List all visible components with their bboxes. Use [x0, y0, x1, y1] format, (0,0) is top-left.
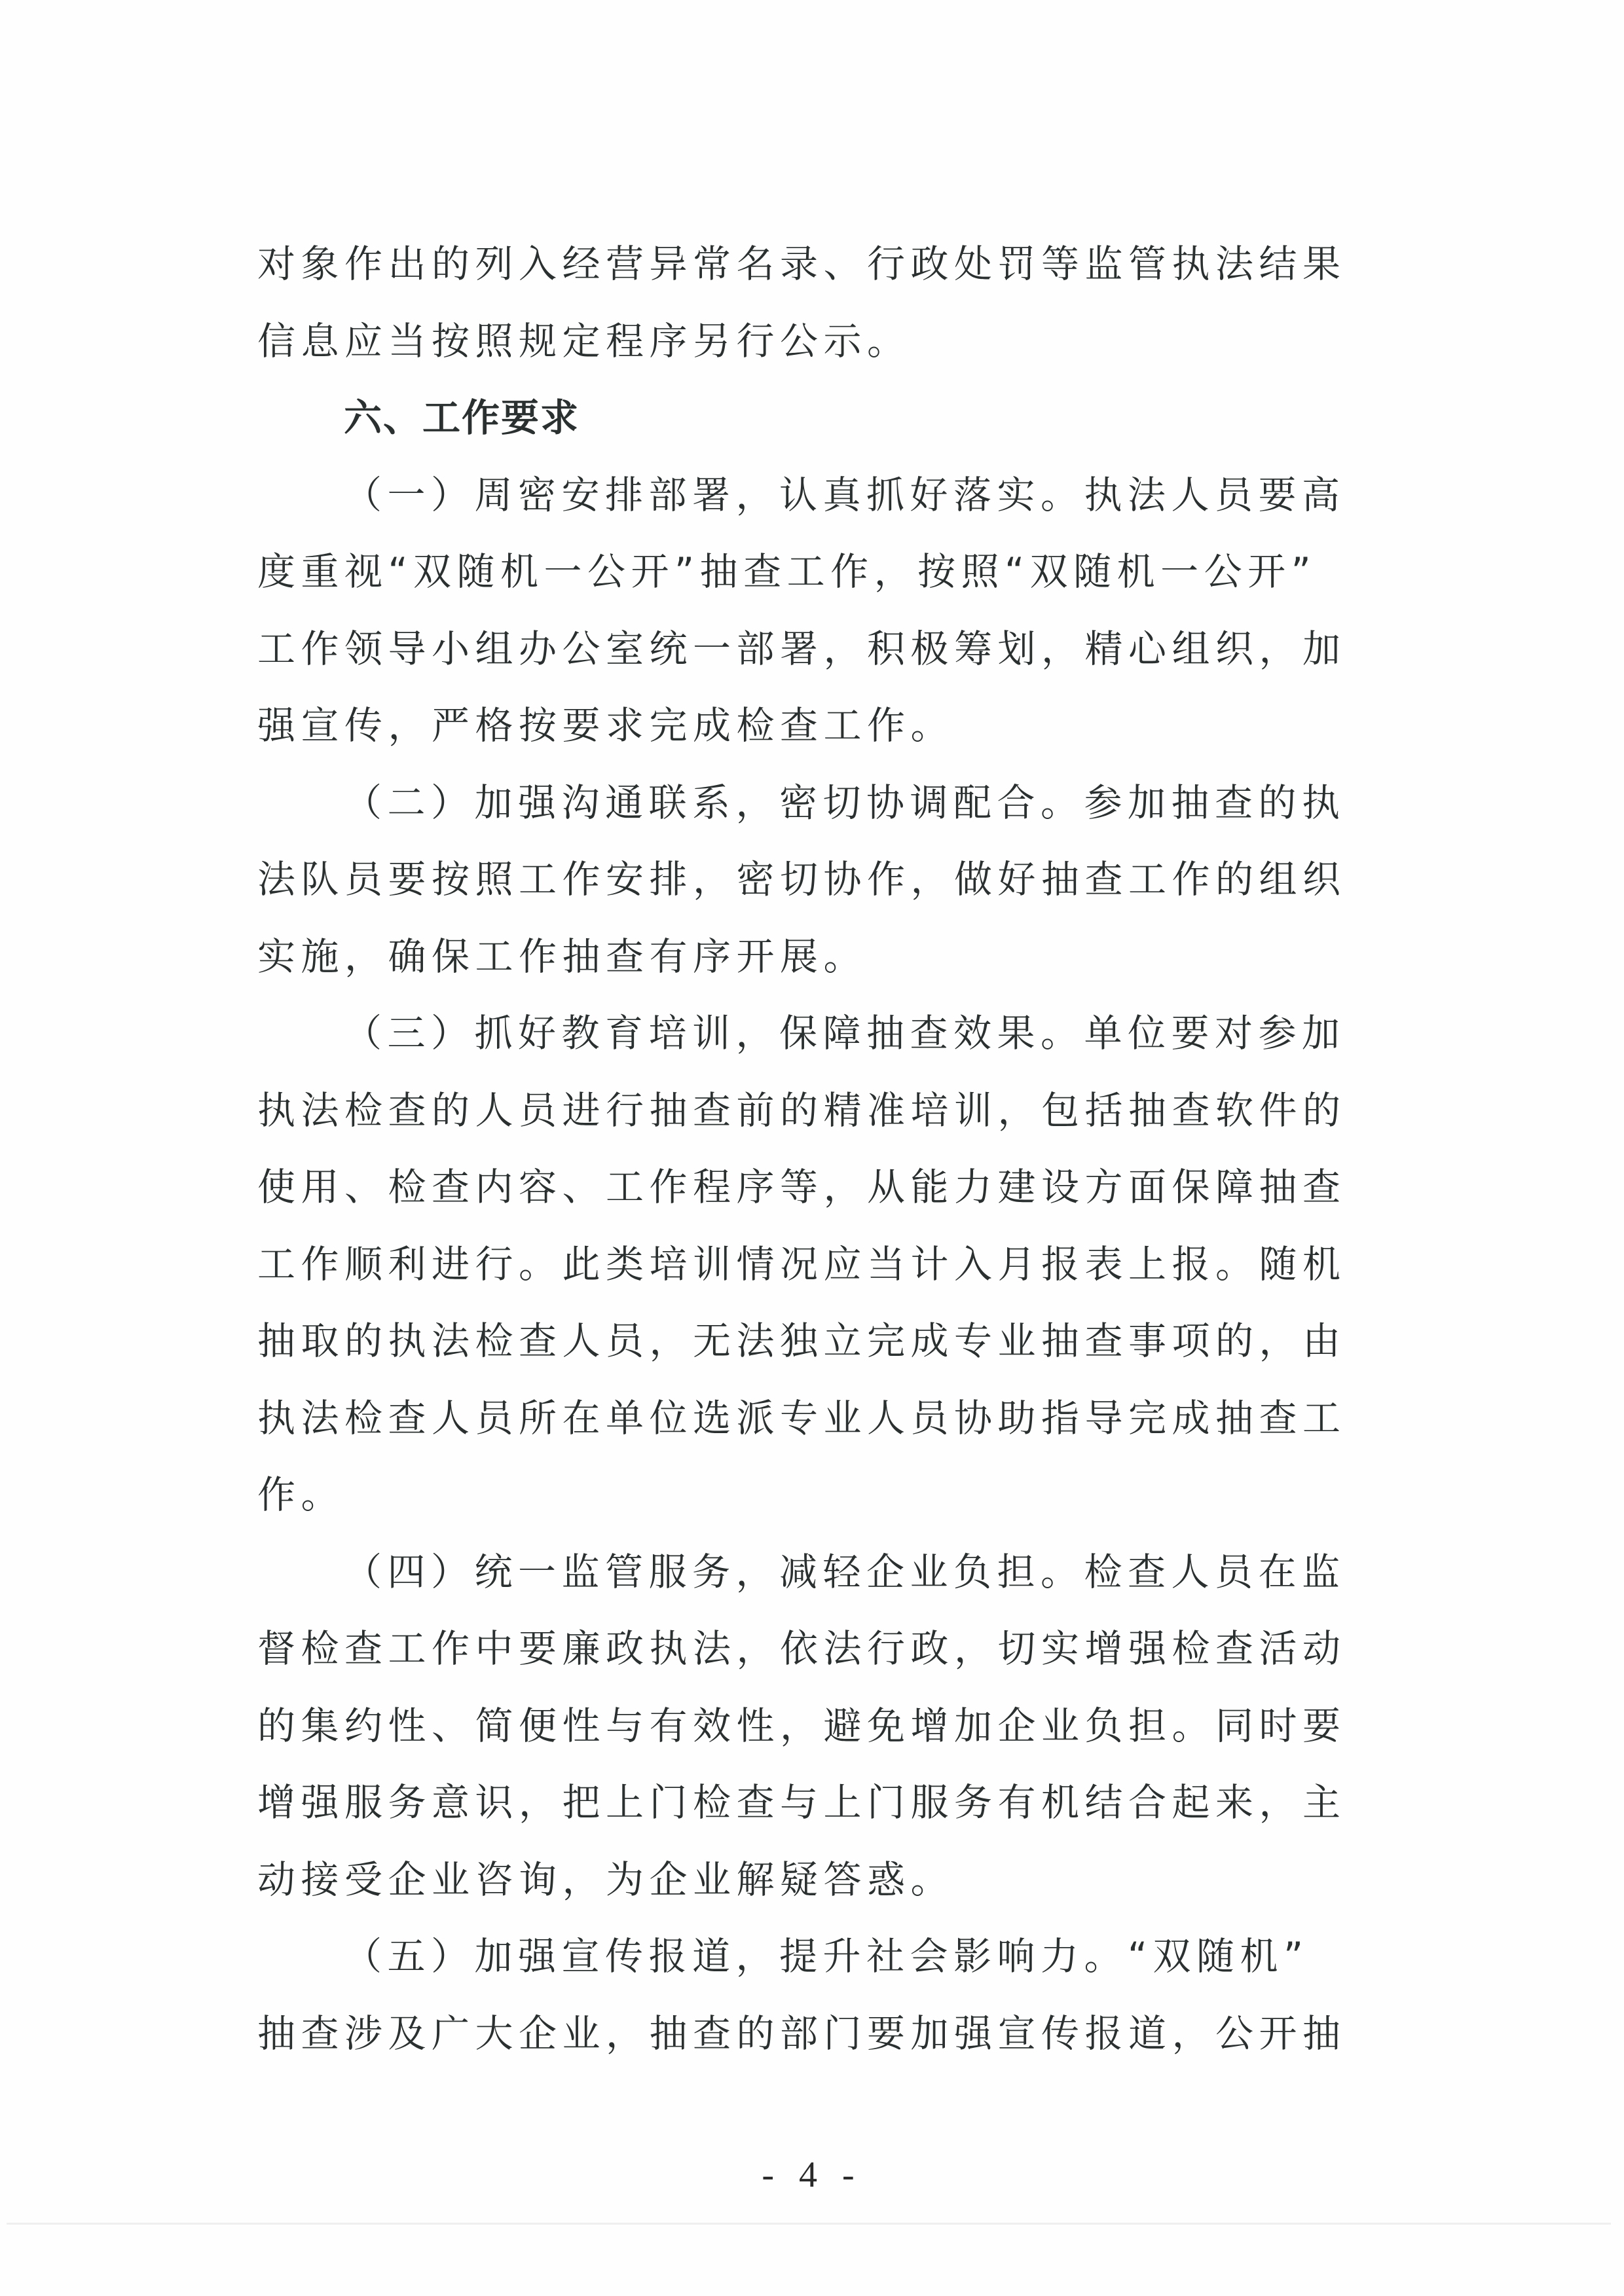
page-bottom-edge: [7, 2223, 1611, 2225]
text-line: 执法检查人员所在单位选派专业人员协助指导完成抽查工: [257, 1395, 1346, 1440]
text-line: 法队员要按照工作安排，密切协作，做好抽查工作的组织: [257, 857, 1346, 902]
paragraph-3-start: （三）抓好教育培训，保障抽查效果。单位要对参加: [344, 1011, 1346, 1055]
text-line: 增强服务意识，把上门检查与上门服务有机结合起来，主: [257, 1780, 1346, 1825]
text-line: 使用、检查内容、工作程序等，从能力建设方面保障抽查: [257, 1165, 1346, 1209]
text-line: 抽查涉及广大企业，抽查的部门要加强宣传报道，公开抽: [257, 2011, 1346, 2056]
page-number: - 4 -: [762, 2155, 862, 2195]
text-line: 执法检查的人员进行抽查前的精准培训，包括抽查软件的: [257, 1087, 1346, 1133]
text-line: 工作领导小组办公室统一部署，积极筹划，精心组织，加: [257, 626, 1346, 671]
text-line: 信息应当按照规定程序另行公示。: [257, 318, 911, 363]
text-line: 工作顺利进行。此类培训情况应当计入月报表上报。随机: [257, 1241, 1346, 1286]
paragraph-2-start: （二）加强沟通联系，密切协调配合。参加抽查的执: [344, 780, 1346, 825]
section-heading: 六、工作要求: [344, 395, 580, 440]
paragraph-4-start: （四）统一监管服务，减轻企业负担。检查人员在监: [344, 1549, 1346, 1594]
text-line: 督检查工作中要廉政执法，依法行政，切实增强检查活动: [257, 1626, 1346, 1671]
text-line: 抽取的执法检查人员，无法独立完成专业抽查事项的，由: [257, 1319, 1346, 1363]
text-line: 的集约性、简便性与有效性，避免增加企业负担。同时要: [257, 1703, 1346, 1748]
text-line: 度重视“双随机一公开”抽查工作，按照“双随机一公开”: [257, 549, 1317, 594]
body-text: [257, 226, 1400, 2072]
paragraph-1-start: （一）周密安排部署，认真抓好落实。执法人员要高: [344, 472, 1346, 517]
paragraph-5-start: （五）加强宣传报道，提升社会影响力。“双随机”: [344, 1934, 1309, 1978]
text-line: 作。: [257, 1472, 345, 1517]
text-line: 对象作出的列入经营异常名录、行政处罚等监管执法结果: [257, 242, 1346, 286]
text-line: 动接受企业咨询，为企业解疑答惑。: [257, 1857, 955, 1902]
text-line: 强宣传，严格按要求完成检查工作。: [257, 703, 955, 748]
text-line: 实施，确保工作抽查有序开展。: [257, 934, 868, 979]
